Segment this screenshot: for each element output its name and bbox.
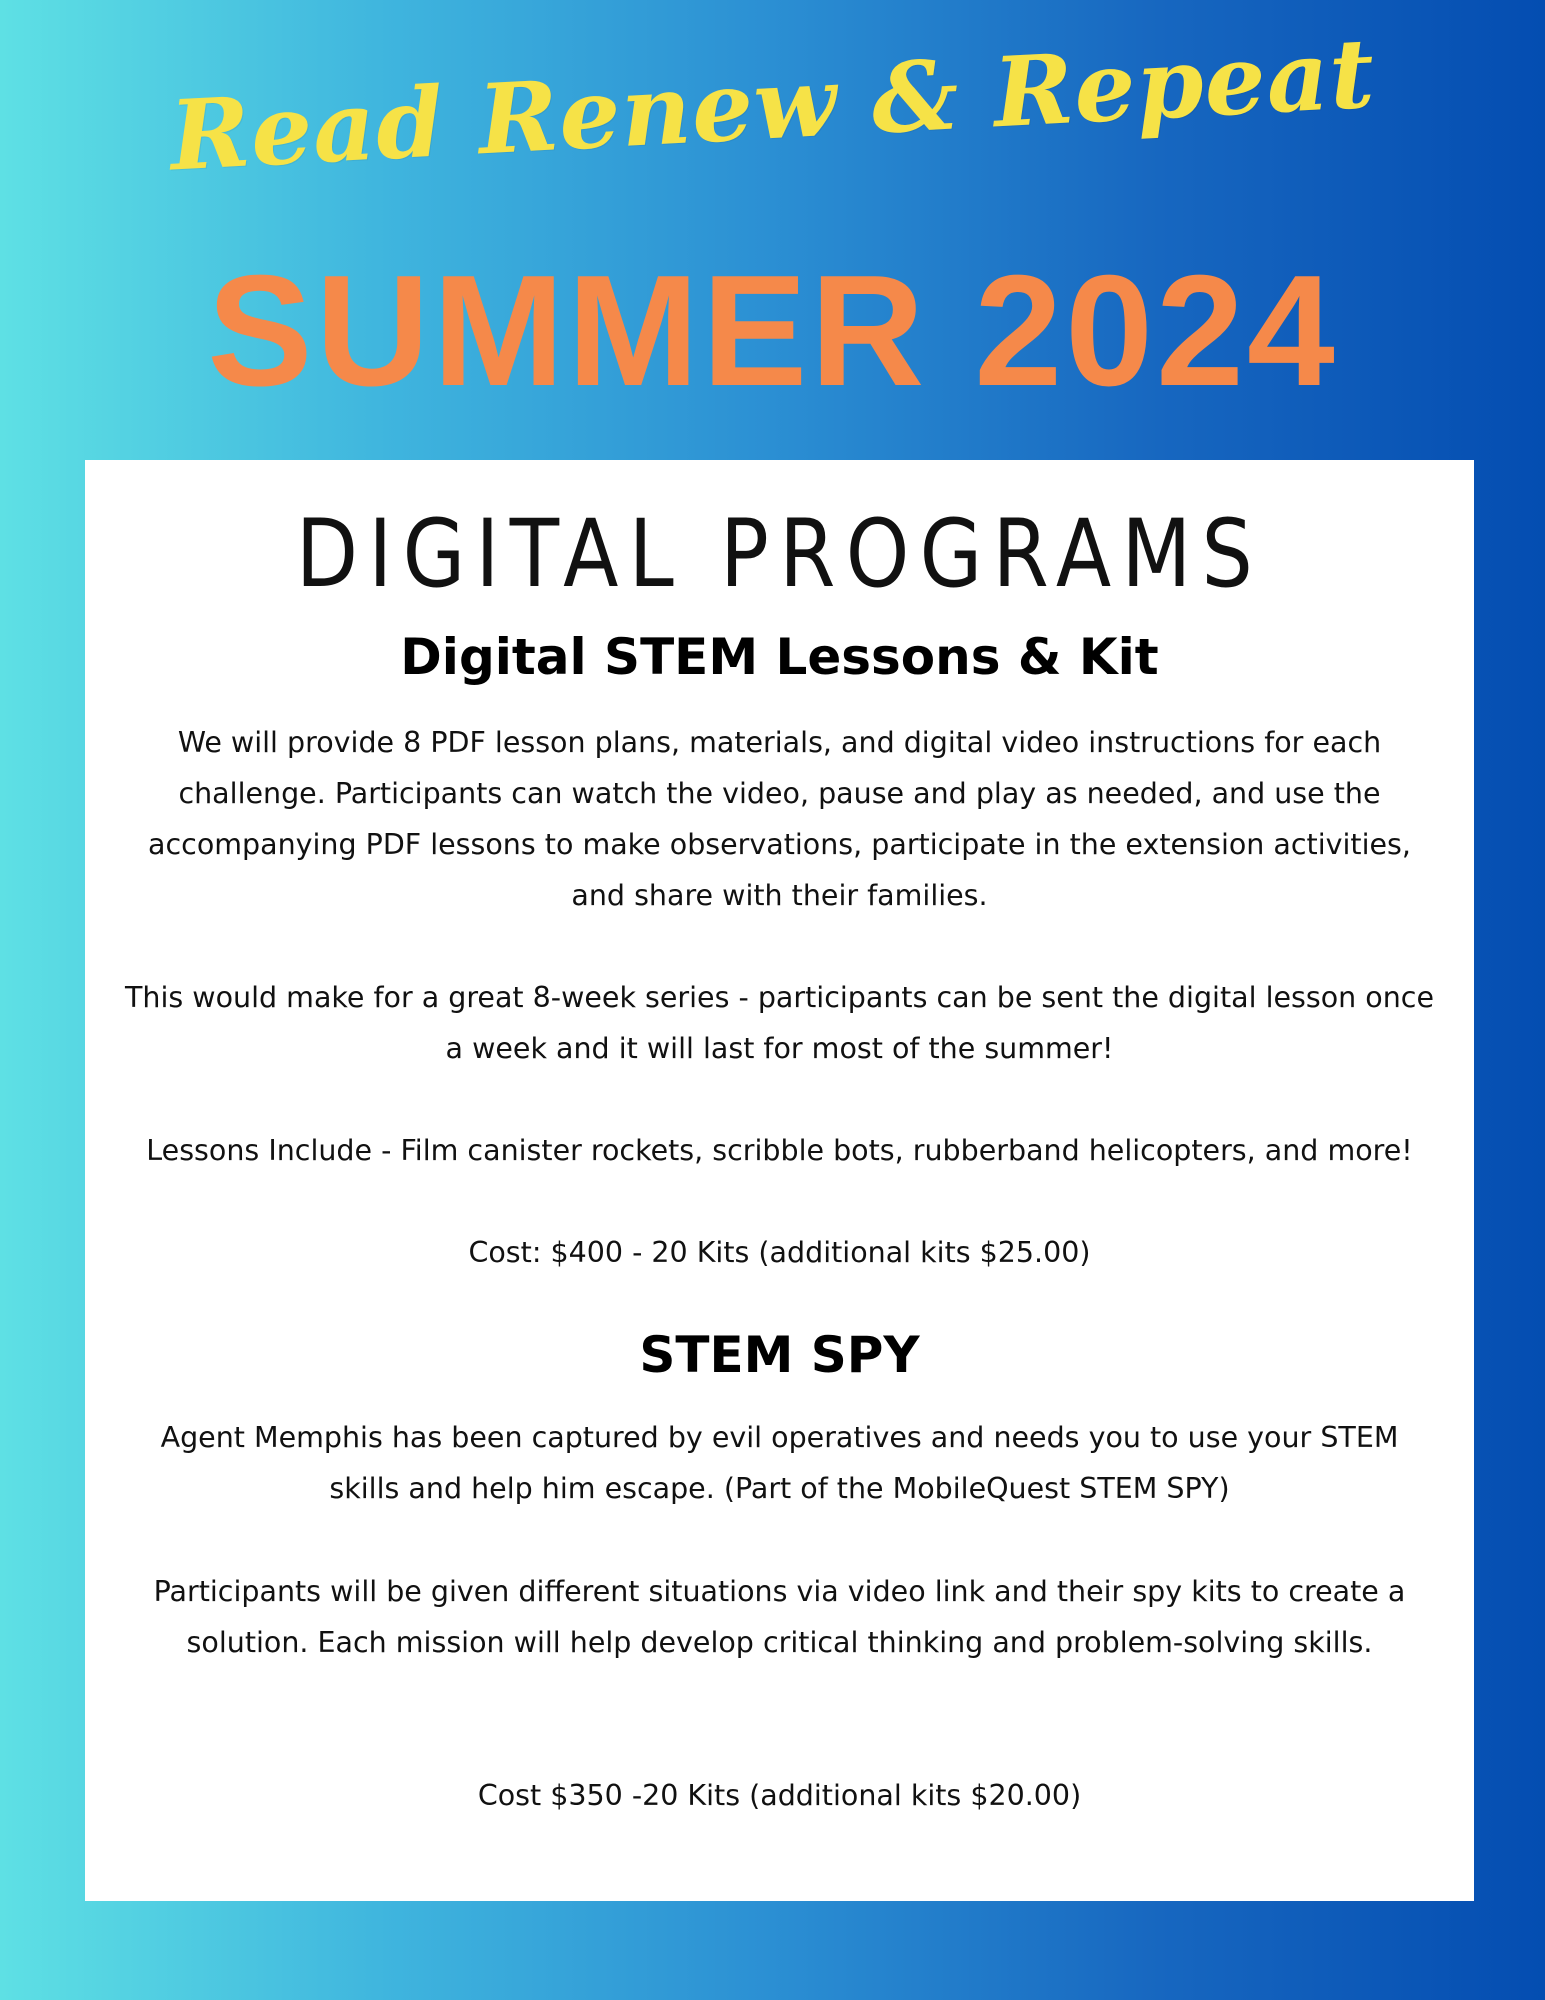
stem-spy-cost: Cost $350 -20 Kits (additional kits $20.00) <box>477 1779 1082 1812</box>
script-title: Read Renew & Repeat <box>167 16 1378 193</box>
panel-heading: DIGITAL PROGRAMS <box>295 500 1264 609</box>
stem-spy-details: Participants will be given different situations via video link and their spy kits to create a solution. Each mission will help develop critical thinking and problem-solving skills. <box>153 1575 1406 1659</box>
stem-lessons-series-note: This would make for a great 8-week series - participants can be sent the digital lesson once a week and it will last for most of the summer! <box>125 981 1434 1065</box>
stem-lessons-cost: Cost: $400 - 20 Kits (additional kits $25.00) <box>468 1236 1091 1269</box>
season-title: SUMMER 2024 <box>207 243 1338 419</box>
stem-lessons-includes: Lessons Include - Film canister rockets, scribble bots, rubberband helicopters, and more! <box>146 1134 1413 1167</box>
section-title-stem-lessons: Digital STEM Lessons & Kit <box>400 628 1159 686</box>
stem-spy-description: Agent Memphis has been captured by evil operatives and needs you to use your STEM skills and help him escape. (Part of the MobileQuest STEM SPY) <box>160 1421 1399 1505</box>
section-title-stem-spy: STEM SPY <box>639 1326 920 1384</box>
content-panel <box>85 460 1474 1901</box>
stem-lessons-description: We will provide 8 PDF lesson plans, materials, and digital video instructions for each challenge. Participants can watch the video, pause and play as needed, and use the accompanying PDF lessons to make observations, participate in the extension activities, and share with their families. <box>148 726 1411 912</box>
